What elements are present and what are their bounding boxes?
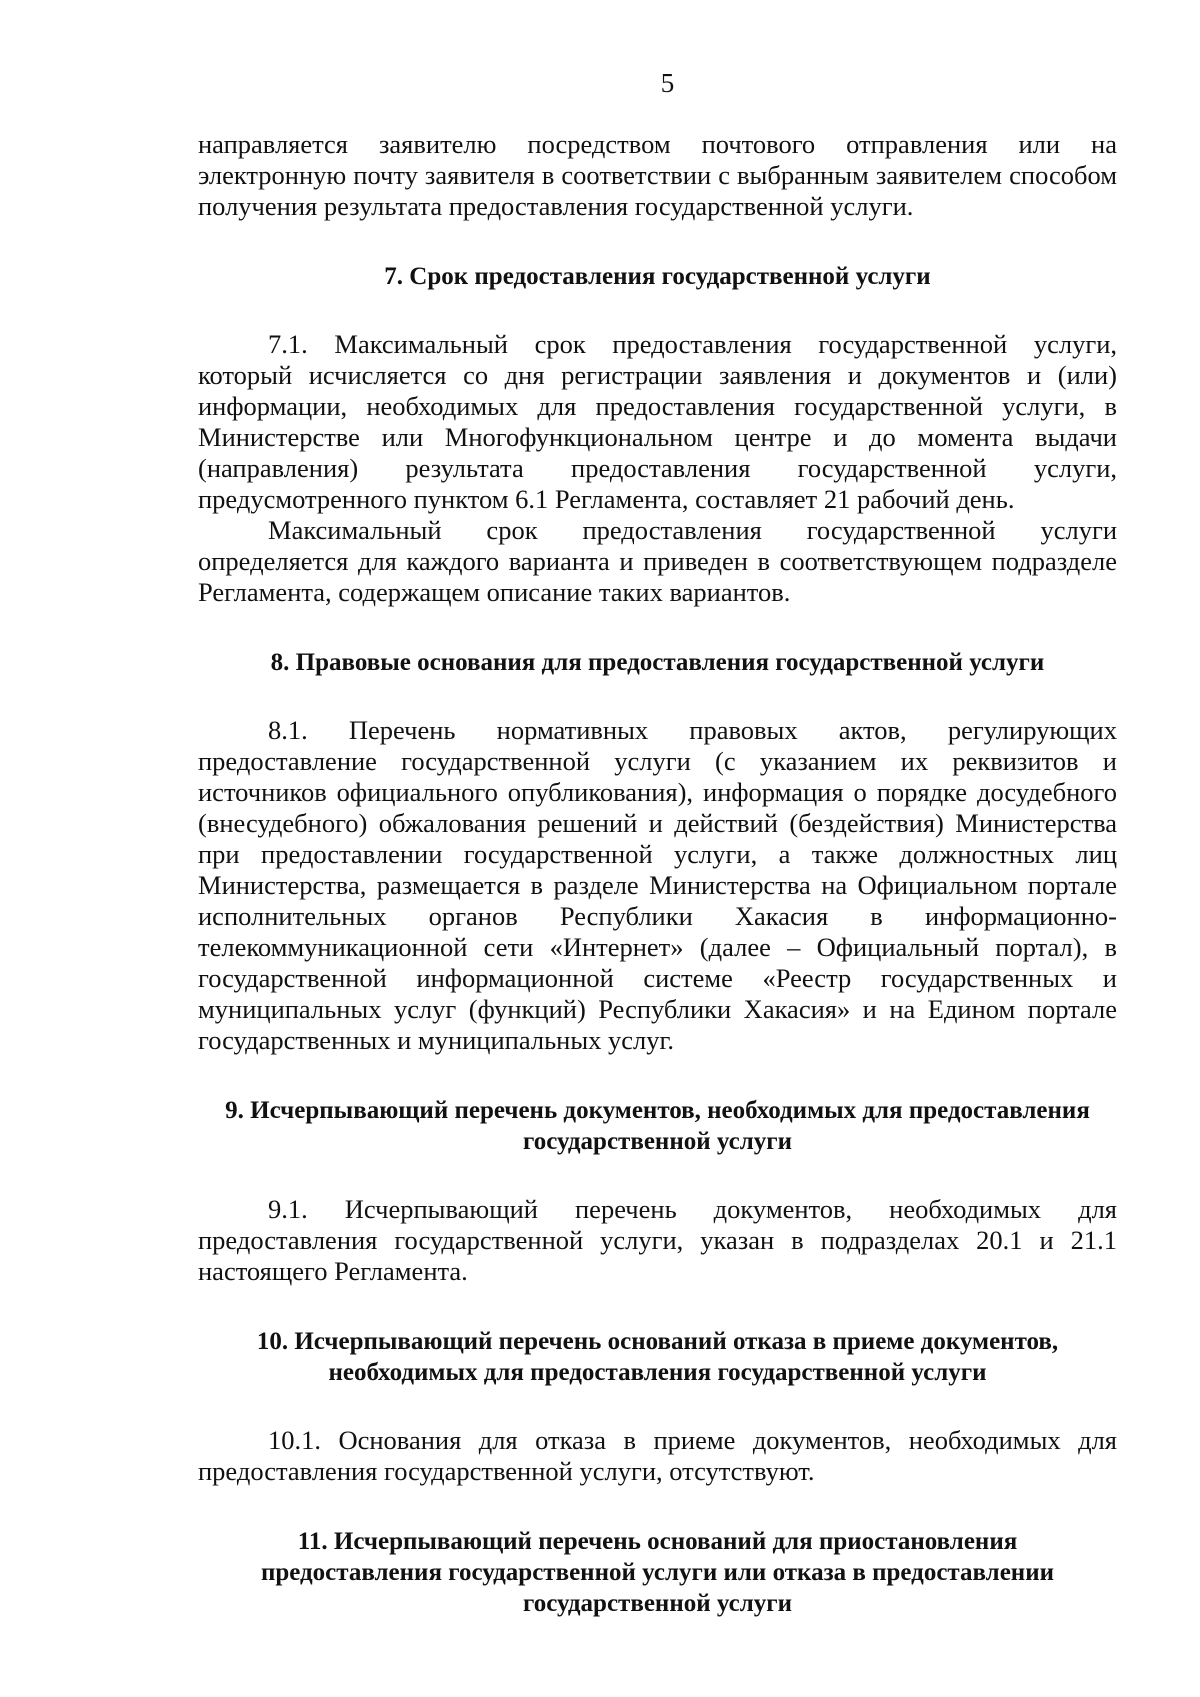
section-7-heading: 7. Срок предоставления государственной услуги bbox=[384, 263, 931, 290]
section-10-heading bbox=[198, 1326, 1117, 1388]
section-9-heading-line-1: 9. Исчерпывающий перечень документов, необходимых для предоставления bbox=[225, 1097, 1090, 1124]
page-number: 5 bbox=[660, 68, 675, 98]
intro-paragraph: направляется заявителю посредством почтового отправления или на электронную почту заявителя в соответствии с выбранным заявителем способом получения результата предоставления государственной услуги. bbox=[198, 129, 1117, 221]
section-11-heading-line-3: государственной услуги bbox=[522, 1590, 793, 1617]
section-10-heading-line-1: 10. Исчерпывающий перечень оснований отказа в приеме документов, bbox=[256, 1328, 1059, 1355]
section-7-paragraph-1: 7.1. Максимальный срок предоставления государственной услуги, который исчисляется со дня регистрации заявления и документов и (или) информации, необходимых для предоставления государственной услуги, в Министерстве или Многофункциональном центре и до момента выдачи (направления) результата предоставления государственной услуги, предусмотренного пунктом 6.1 Регламента, составляет 21 рабочий день. bbox=[198, 329, 1117, 514]
section-10-paragraph-1: 10.1. Основания для отказа в приеме документов, необходимых для предоставления государственной услуги, отсутствуют. bbox=[198, 1425, 1117, 1486]
section-9-heading bbox=[198, 1095, 1117, 1157]
section-9-paragraph-1: 9.1. Исчерпывающий перечень документов, необходимых для предоставления государственной услуги, указан в подразделах 20.1 и 21.1 настоящего Регламента. bbox=[198, 1194, 1117, 1286]
section-11-heading-line-1: 11. Исчерпывающий перечень оснований для приостановления bbox=[297, 1528, 1018, 1555]
section-11-heading bbox=[198, 1526, 1117, 1619]
section-11-heading-line-2: предоставления государственной услуги или отказа в предоставлении bbox=[260, 1559, 1055, 1586]
section-7-paragraph-2: Максимальный срок предоставления государственной услуги определяется для каждого варианта и приведен в соответствующем подразделе Регламента, содержащем описание таких вариантов. bbox=[198, 515, 1117, 607]
section-8-heading: 8. Правовые основания для предоставления государственной услуги bbox=[270, 649, 1045, 676]
section-9-heading-line-2: государственной услуги bbox=[522, 1128, 793, 1155]
section-10-heading-line-2: необходимых для предоставления государственной услуги bbox=[328, 1359, 987, 1386]
section-8-paragraph-1: 8.1. Перечень нормативных правовых актов, регулирующих предоставление государственной услуги (с указанием их реквизитов и источников официального опубликования), информация о порядке досудебного (внесудебного) обжалования решений и действий (бездействия) Министерства при предоставлении государственной услуги, а также должностных лиц Министерства, размещается в разделе Министерства на Официальном портале исполнительных органов Республики Хакасия в информационно-телекоммуникационной сети «Интернет» (далее – Официальный портал), в государственной информационной системе «Реестр государственных и муниципальных услуг (функций) Республики Хакасия» и на Едином портале государственных и муниципальных услуг. bbox=[198, 715, 1117, 1055]
